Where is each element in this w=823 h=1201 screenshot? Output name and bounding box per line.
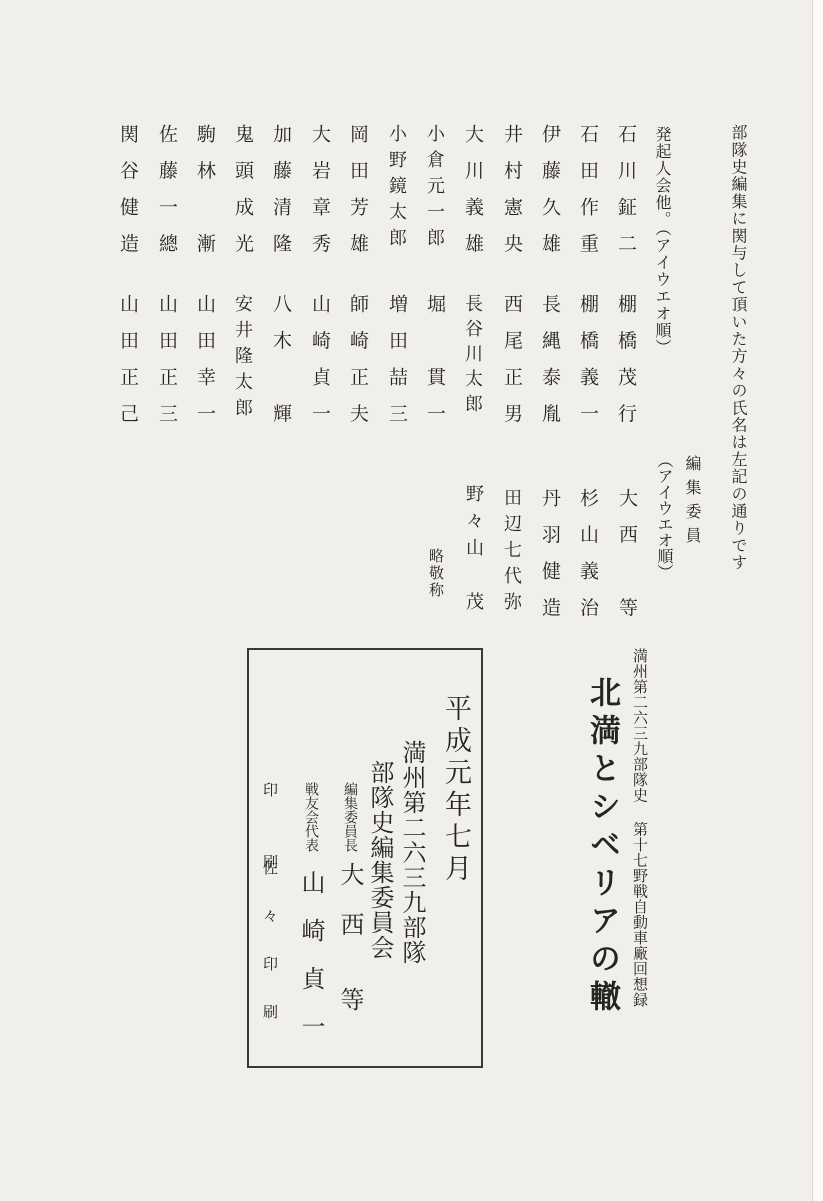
founder-name: 棚橋義一 [577, 294, 599, 440]
founder-name: 石田作重 [577, 124, 599, 270]
founder-name: 石川鉦二 [615, 124, 637, 270]
editor-chief-role: 編集委員長 [342, 782, 358, 852]
founder-name: 西尾正男 [501, 294, 523, 440]
page-edge [812, 0, 823, 1201]
printer-name: 佐 々 印 刷 [261, 860, 279, 1028]
publisher-line1: 満州第二六三九部隊 [398, 740, 426, 965]
founder-name: 佐藤一總 [156, 124, 178, 270]
founder-name: 大岩章秀 [309, 124, 331, 270]
editors-heading: 編集委員 [683, 455, 702, 551]
book-subtitle: 満州第二六三九部隊史 第十七野戦自動車廠回想録 [631, 648, 649, 1008]
founder-name: 安井隆太郎 [232, 294, 253, 424]
printer-role: 印 刷 [261, 782, 279, 878]
founders-heading: 発起人会他。（アイウエオ順） [653, 126, 672, 356]
editors-order-note: （アイウエオ順） [655, 452, 674, 580]
founder-name: 堀 貫一 [424, 294, 446, 440]
founder-name: 関谷健造 [117, 124, 139, 270]
founder-name: 山崎貞一 [309, 294, 331, 440]
founder-name: 伊藤久雄 [539, 124, 561, 270]
editor-chief-name: 大 西 等 [336, 862, 364, 1012]
editor-name: 杉山義治 [577, 488, 599, 634]
founder-name: 駒林 漸 [194, 124, 216, 270]
founder-name: 加藤清隆 [270, 124, 292, 270]
publication-date: 平成元年七月 [440, 694, 471, 886]
founder-name: 八木 輝 [270, 294, 292, 440]
editor-name: 丹羽健造 [539, 488, 561, 634]
founder-name: 鬼頭成光 [232, 124, 254, 270]
book-title: 北満とシベリアの轍 [584, 676, 620, 1018]
founder-name: 小野鏡太郎 [386, 124, 407, 254]
honorific-note: 略敬称 [427, 548, 445, 599]
founder-name: 長谷川太郎 [462, 294, 483, 419]
founder-name: 増田喆三 [386, 294, 408, 440]
founder-name: 井村憲央 [501, 124, 523, 270]
founder-name: 長縄泰胤 [539, 294, 561, 440]
founder-name: 山田正己 [117, 294, 139, 440]
founder-name: 山田幸一 [194, 294, 216, 440]
editor-name: 野々山 茂 [463, 484, 484, 619]
founder-name: 大川義雄 [462, 124, 484, 270]
representative-role: 戦友会代表 [303, 782, 319, 852]
founder-name: 小倉元一郎 [424, 124, 445, 254]
editor-name: 田辺七代弥 [501, 488, 522, 618]
founder-name: 師崎正夫 [347, 294, 369, 440]
founder-name: 山田正三 [156, 294, 178, 440]
founder-name: 岡田芳雄 [347, 124, 369, 270]
founder-name: 棚橋茂行 [615, 294, 637, 440]
representative-name: 山 崎 貞 一 [297, 870, 325, 1038]
publisher-line2: 部隊史編集委員会 [366, 760, 394, 960]
intro-text: 部隊史編集に関与して頂いた方々の氏名は左記の通りです [729, 124, 748, 572]
editor-name: 大西 等 [616, 488, 638, 634]
